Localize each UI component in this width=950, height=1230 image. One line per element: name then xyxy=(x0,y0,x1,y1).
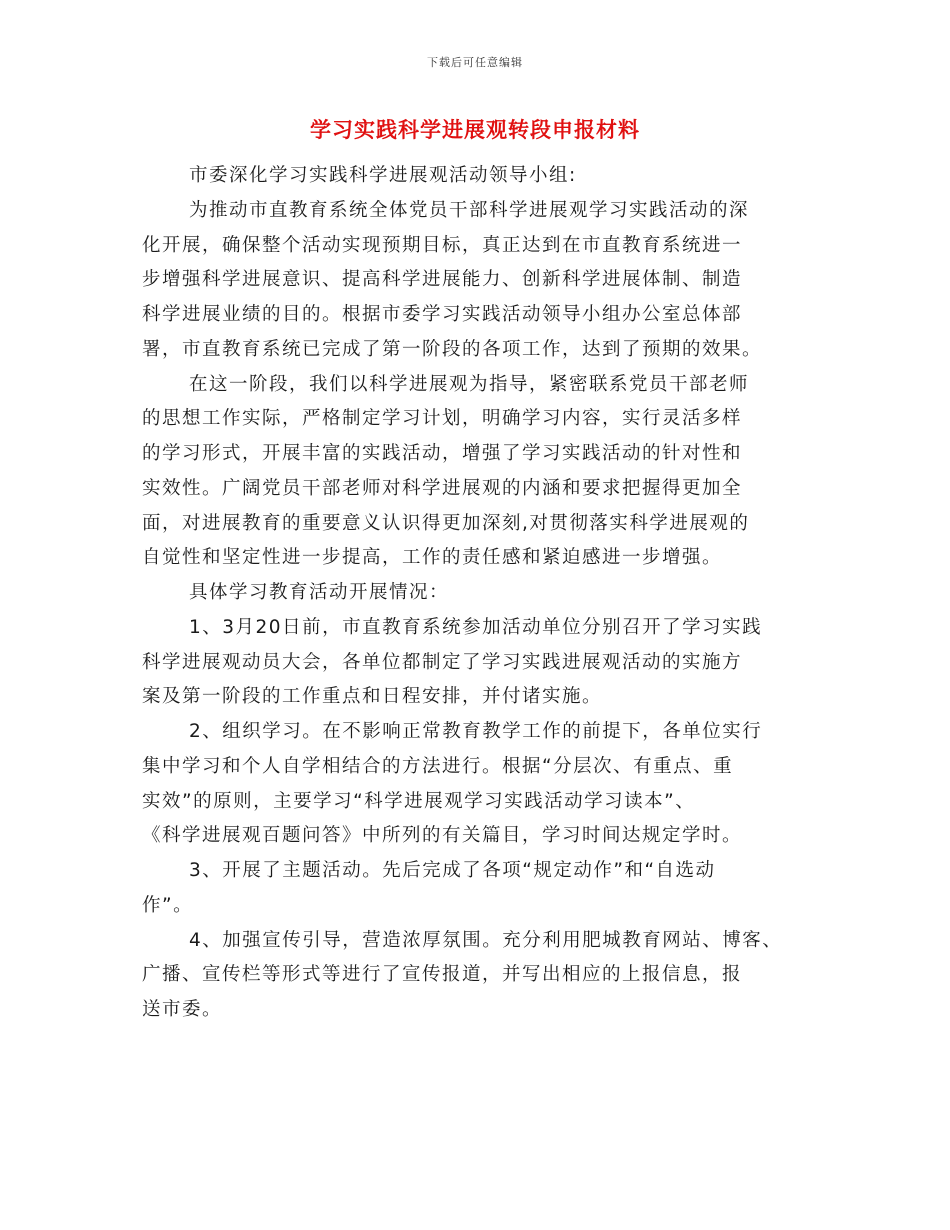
page-header-note: 下载后可任意编辑 xyxy=(427,56,523,69)
list-item-line: 集中学习和个人自学相结合的方法进行。根据“分层次、有重点、重 xyxy=(142,755,734,777)
paragraph-line: 步增强科学进展意识、提高科学进展能力、创新科学进展体制、制造 xyxy=(142,269,743,291)
paragraph-line: 化开展，确保整个活动实现预期目标，真正达到在市直教育系统进一 xyxy=(142,234,743,256)
salutation-line: 市委深化学习实践科学进展观活动领导小组: xyxy=(189,165,577,186)
list-item-line: 2、组织学习。在不影响正常教育教学工作的前提下，各单位实行 xyxy=(189,721,763,742)
paragraph-line: 实效性。广阔党员干部老师对科学进展观的内涵和要求把握得更加全 xyxy=(142,477,743,499)
paragraph-line: 的思想工作实际，严格制定学习计划，明确学习内容，实行灵活多样 xyxy=(142,408,743,430)
list-item-line: 4、加强宣传引导，营造浓厚氛围。充分利用肥城教育网站、博客、 xyxy=(189,929,783,951)
document-title: 学习实践科学进展观转段申报材料 xyxy=(310,118,640,142)
paragraph-line: 在这一阶段，我们以科学进展观为指导，紧密联系党员干部老师 xyxy=(189,373,750,395)
list-item-line: 广播、宣传栏等形式等进行了宣传报道，并写出相应的上报信息，报 xyxy=(142,964,743,986)
paragraph-line: 署，市直教育系统已完成了第一阶段的各项工作，达到了预期的效果。 xyxy=(142,338,763,360)
list-item-line: 送市委。 xyxy=(142,999,223,1020)
paragraph-line: 的学习形式，开展丰富的实践活动，增强了学习实践活动的针对性和 xyxy=(142,443,743,464)
paragraph-line: 自觉性和坚定性进一步提高，工作的责任感和紧迫感进一步增强。 xyxy=(142,547,723,569)
paragraph-line: 科学进展业绩的目的。根据市委学习实践活动领导小组办公室总体部 xyxy=(142,304,743,325)
list-item-line: 3、开展了主题活动。先后完成了各项“规定动作”和“自选动 xyxy=(189,860,716,881)
list-item-line: 《科学进展观百题问答》中所列的有关篇目，学习时间达规定学时。 xyxy=(142,825,743,847)
list-item-line: 案及第一阶段的工作重点和日程安排，并付诸实施。 xyxy=(142,686,603,708)
list-item-line: 1、3月20日前，市直教育系统参加活动单位分别召开了学习实践 xyxy=(189,616,763,638)
list-item-line: 作”。 xyxy=(142,894,194,916)
list-item-line: 实效”的原则，主要学习“科学进展观学习实践活动学习读本”、 xyxy=(142,790,696,812)
paragraph-line: 面，对进展教育的重要意义认识得更加深刻,对贯彻落实科学进展观的 xyxy=(142,512,750,534)
document-body xyxy=(142,159,812,1028)
section-heading-line: 具体学习教育活动开展情况： xyxy=(189,582,450,603)
list-item-line: 科学进展观动员大会，各单位都制定了学习实践进展观活动的实施方 xyxy=(142,651,743,673)
paragraph-line: 为推动市直教育系统全体党员干部科学进展观学习实践活动的深 xyxy=(189,199,750,221)
